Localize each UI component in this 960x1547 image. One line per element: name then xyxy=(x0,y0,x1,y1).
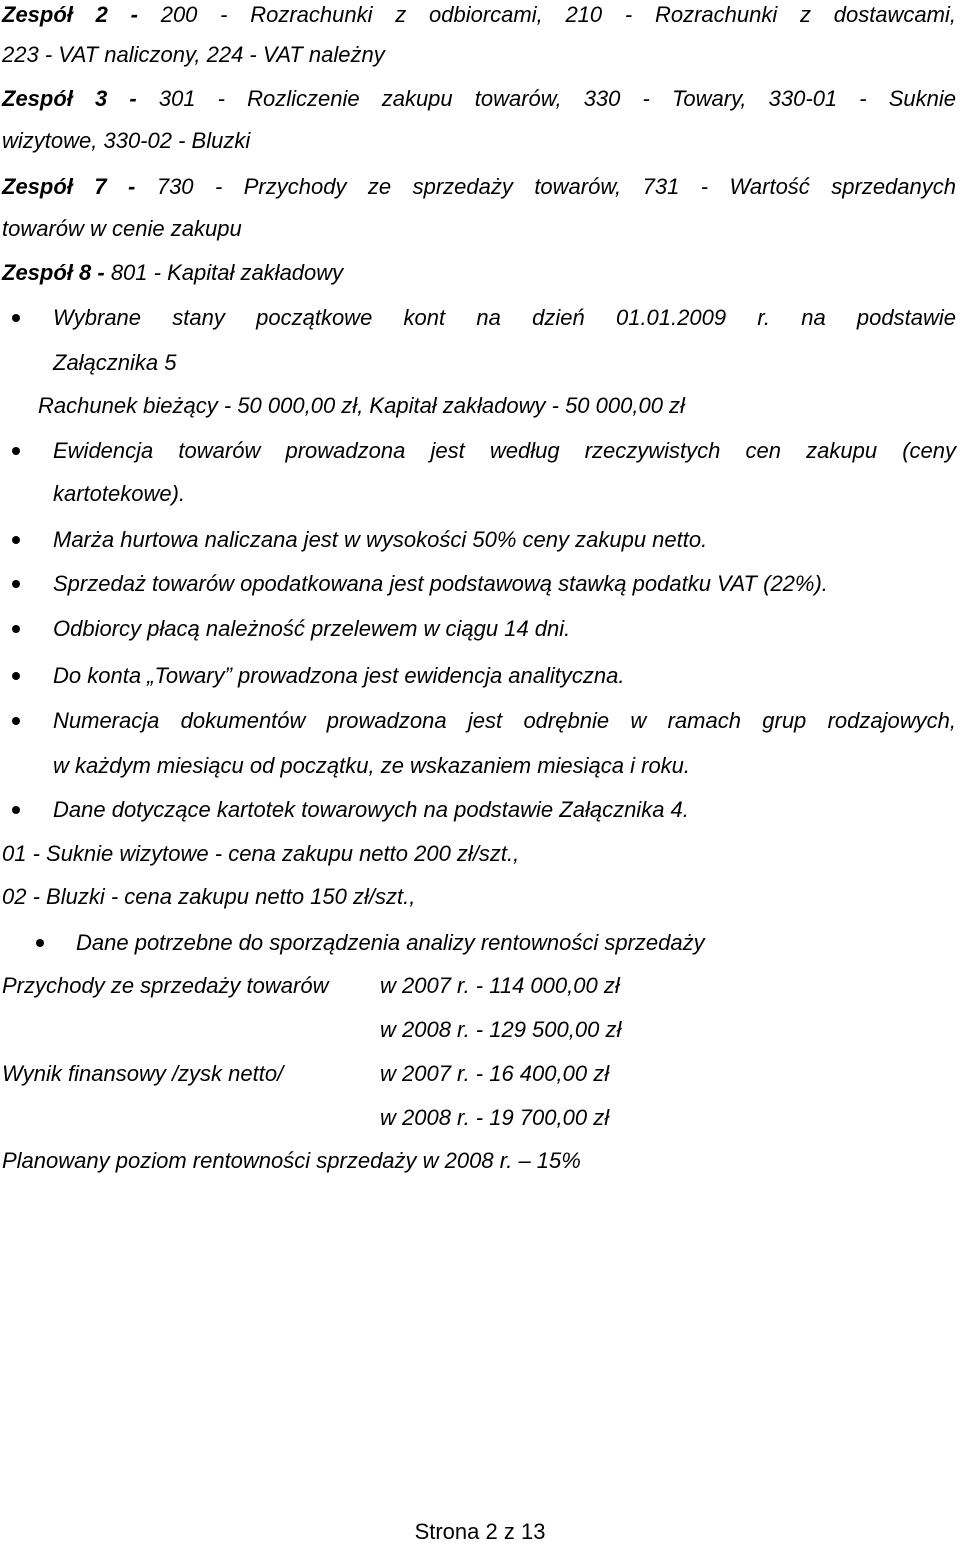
opening-balances: Rachunek bieżący - 50 000,00 zł, Kapitał zakładowy - 50 000,00 zł xyxy=(38,393,685,418)
revenue-label: Przychody ze sprzedaży towarów xyxy=(2,973,329,998)
profit-2007: w 2007 r. - 16 400,00 zł xyxy=(380,1061,610,1086)
profit-label: Wynik finansowy /zysk netto/ xyxy=(2,1061,284,1086)
bullet-9: Dane potrzebne do sporządzenia analizy rentowności sprzedaży xyxy=(76,930,705,955)
bullet-icon xyxy=(12,536,20,544)
bullet-8: Dane dotyczące kartotek towarowych na podstawie Załącznika 4. xyxy=(53,797,689,822)
group-7-accounts: 730 - Przychody ze sprzedaży towarów, 731 - Wartość sprzedanych xyxy=(156,174,956,199)
bullet-icon xyxy=(36,939,44,947)
bullet-icon xyxy=(12,447,20,455)
bullet-icon xyxy=(12,580,20,588)
bullet-2-line-2: kartotekowe). xyxy=(53,481,186,506)
bullet-icon xyxy=(12,717,20,725)
bullet-4: Sprzedaż towarów opodatkowana jest podstawową stawką podatku VAT (22%). xyxy=(53,571,828,596)
item-01-price: 01 - Suknie wizytowe - cena zakupu netto 200 zł/szt., xyxy=(2,841,520,866)
bullet-7-line-1: Numeracja dokumentów prowadzona jest odrębnie w ramach grup rodzajowych, xyxy=(53,708,956,733)
group-2-line-2: 223 - VAT naliczony, 224 - VAT należny xyxy=(2,42,385,67)
bullet-1-line-1: Wybrane stany początkowe kont na dzień 01.01.2009 r. na podstawie xyxy=(53,305,956,330)
planned-profitability: Planowany poziom rentowności sprzedaży w 2008 r. – 15% xyxy=(2,1148,581,1173)
bullet-2-line-1: Ewidencja towarów prowadzona jest według rzeczywistych cen zakupu (ceny xyxy=(53,438,956,463)
group-3-line-2: wizytowe, 330-02 - Bluzki xyxy=(2,128,251,153)
group-2-heading: Zespół 2 - xyxy=(2,2,138,27)
group-3-line-1 xyxy=(2,84,956,114)
bullet-6: Do konta „Towary” prowadzona jest ewidencja analityczna. xyxy=(53,663,625,688)
bullet-icon xyxy=(12,625,20,633)
item-02-price: 02 - Bluzki - cena zakupu netto 150 zł/szt., xyxy=(2,884,416,909)
group-7-line-1 xyxy=(2,172,956,202)
group-8-line-1 xyxy=(2,258,956,288)
group-7-heading: Zespół 7 - xyxy=(2,174,136,199)
group-3-accounts: 301 - Rozliczenie zakupu towarów, 330 - Towary, 330-01 - Suknie xyxy=(158,86,956,111)
group-8-accounts: 801 - Kapitał zakładowy xyxy=(110,260,344,285)
revenue-2007: w 2007 r. - 114 000,00 zł xyxy=(380,973,620,998)
bullet-icon xyxy=(12,314,20,322)
group-2-line-1 xyxy=(2,0,956,30)
revenue-2008: w 2008 r. - 129 500,00 zł xyxy=(380,1017,622,1042)
bullet-icon xyxy=(12,806,20,814)
bullet-1-line-2: Załącznika 5 xyxy=(53,350,177,375)
bullet-7-line-2: w każdym miesiącu od początku, ze wskazaniem miesiąca i roku. xyxy=(53,753,691,778)
bullet-icon xyxy=(12,672,20,680)
profit-2008: w 2008 r. - 19 700,00 zł xyxy=(380,1105,610,1130)
group-3-heading: Zespół 3 - xyxy=(2,86,137,111)
group-7-line-2: towarów w cenie zakupu xyxy=(2,216,242,241)
group-2-accounts: 200 - Rozrachunki z odbiorcami, 210 - Rozrachunki z dostawcami, xyxy=(160,2,956,27)
bullet-5: Odbiorcy płacą należność przelewem w ciągu 14 dni. xyxy=(53,616,571,641)
group-8-heading: Zespół 8 - xyxy=(2,260,105,285)
page-number: Strona 2 z 13 xyxy=(414,1519,546,1544)
bullet-3: Marża hurtowa naliczana jest w wysokości 50% ceny zakupu netto. xyxy=(53,527,708,552)
